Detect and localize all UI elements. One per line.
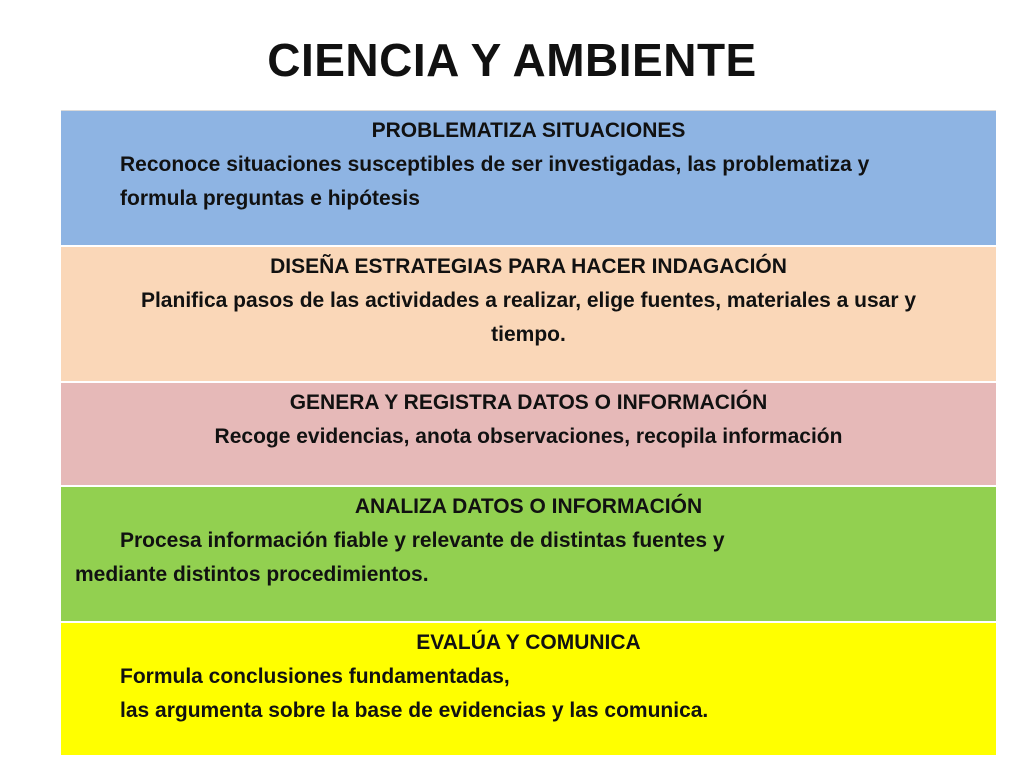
- row-heading: GENERA Y REGISTRA DATOS O INFORMACIÓN: [289, 391, 768, 414]
- row-description-line: Reconoce situaciones susceptibles de ser investigadas, las problematiza y: [120, 153, 870, 176]
- row-description-line: las argumenta sobre la base de evidencias y las comunica.: [120, 699, 709, 722]
- row-description-line: Planifica pasos de las actividades a realizar, elige fuentes, materiales a usar y: [140, 289, 917, 312]
- row-heading: EVALÚA Y COMUNICA: [416, 631, 641, 654]
- row-heading: ANALIZA DATOS O INFORMACIÓN: [354, 495, 703, 518]
- page-title: CIENCIA Y AMBIENTE: [267, 34, 757, 86]
- row-description-line: Formula conclusiones fundamentadas,: [120, 665, 510, 688]
- competency-row-evalua: [61, 623, 996, 757]
- competency-row-problematiza: [61, 111, 996, 247]
- row-heading: DISEÑA ESTRATEGIAS PARA HACER INDAGACIÓN: [270, 255, 787, 278]
- row-description-line: formula preguntas e hipótesis: [120, 187, 420, 210]
- row-description-line: Recoge evidencias, anota observaciones, recopila información: [214, 425, 843, 448]
- row-description-line: Procesa información fiable y relevante de distintas fuentes y: [120, 529, 725, 552]
- row-description-line: tiempo.: [491, 323, 566, 346]
- row-heading: PROBLEMATIZA SITUACIONES: [371, 119, 686, 142]
- competency-row-disena: [61, 247, 996, 383]
- competency-table: [61, 110, 996, 757]
- row-description-line: mediante distintos procedimientos.: [75, 563, 429, 586]
- competency-row-genera: [61, 383, 996, 487]
- competency-row-analiza: [61, 487, 996, 623]
